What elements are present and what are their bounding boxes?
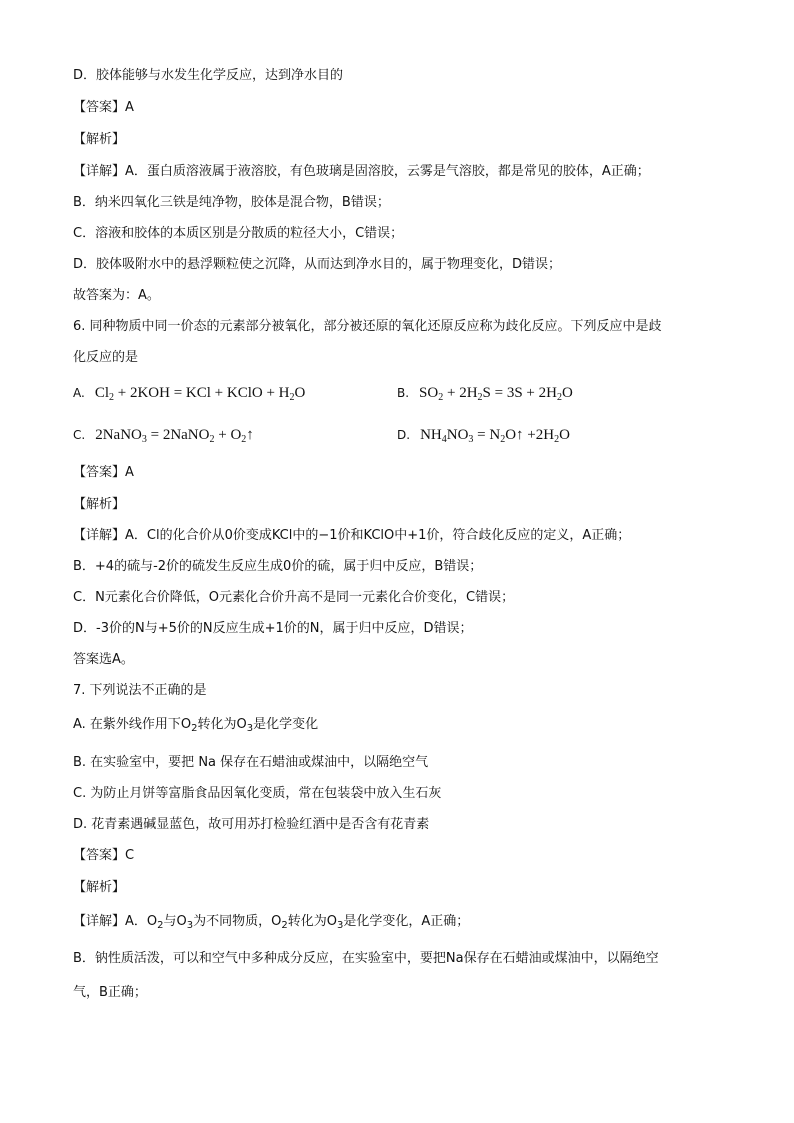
explain-line: C．溶液和胶体的本质区别是分散质的粒径大小，C错误；	[73, 226, 404, 241]
q7-option-d: D. 花青素遇碱显蓝色，故可用苏打检验红酒中是否含有花青素	[73, 817, 430, 832]
q7-option-b: B. 在实验室中，要把 Na 保存在石蜡油或煤油中，以隔绝空气	[73, 755, 429, 770]
q6-option-c: C. 2NaNO$_3$ = 2NaNO$_2$ + $O_2↑$	[73, 427, 254, 445]
explain-line: 【详解】A．蛋白质溶液属于液溶胶，有色玻璃是固溶胶，云雾是气溶胶，都是常见的胶体，A正确；	[73, 164, 650, 179]
explain-line: D．-3价的N与+5价的N反应生成+1价的N，属于归中反应，D错误；	[73, 621, 473, 636]
conclusion-line: 答案选A。	[73, 652, 134, 667]
analysis-label: 【解析】	[73, 880, 126, 895]
explain-line: B．钠性质活泼，可以和空气中多种成分反应，在实验室中，要把Na保存在石蜡油或煤油中，以隔绝空	[73, 951, 659, 966]
q6-option-d: D. $NH_4NO_3$ = $N_2O↑ +2H_2O$	[397, 427, 570, 445]
q7-option-a: A. 在紫外线作用下$O_2$转化为$O_3$是化学变化	[73, 717, 319, 734]
explain-line: 【详解】A．$O_2$与$O_3$为不同物质，$O_2$转化为$O_3$是化学变化，A正确；	[73, 914, 470, 931]
explain-line: 【详解】A．Cl的化合价从0价变成KCl中的−1价和KClO中+1价，符合歧化反应的定义，A正确；	[73, 528, 631, 543]
q5-option-d: D．胶体能够与水发生化学反应，达到净水目的	[73, 68, 344, 83]
conclusion-line: 故答案为：A。	[73, 288, 160, 303]
explain-line: B．+4的硫与-2价的硫发生反应生成0价的硫，属于归中反应，B错误；	[73, 559, 483, 574]
q6-option-a: A. $Cl_2 + 2KOH$ = KCl + KClO + $H_2O$	[73, 385, 306, 403]
q7-option-c: C. 为防止月饼等富脂食品因氧化变质，常在包装袋中放入生石灰	[73, 786, 442, 801]
analysis-label: 【解析】	[73, 132, 126, 147]
explain-line: B．纳米四氧化三铁是纯净物，胶体是混合物，B错误；	[73, 195, 390, 210]
question-6-stem-cont: 化反应的是	[73, 350, 139, 365]
explain-line: 气，B正确；	[73, 985, 147, 1000]
analysis-label: 【解析】	[73, 497, 126, 512]
question-7-stem: 7. 下列说法不正确的是	[73, 683, 207, 698]
answer-label: 【答案】C	[73, 848, 135, 863]
explain-line: C．N元素化合价降低，O元素化合价升高不是同一元素化合价变化，C错误；	[73, 590, 515, 605]
answer-label: 【答案】A	[73, 100, 134, 115]
explain-line: D．胶体吸附水中的悬浮颗粒使之沉降，从而达到净水目的，属于物理变化，D错误；	[73, 257, 562, 272]
answer-label: 【答案】A	[73, 465, 134, 480]
question-6-stem: 6. 同种物质中同一价态的元素部分被氧化，部分被还原的氧化还原反应称为歧化反应。下列反应中是歧	[73, 319, 662, 334]
q6-option-b: B. $SO_2 + 2H_2S = 3S + 2H_2O$	[397, 385, 573, 403]
